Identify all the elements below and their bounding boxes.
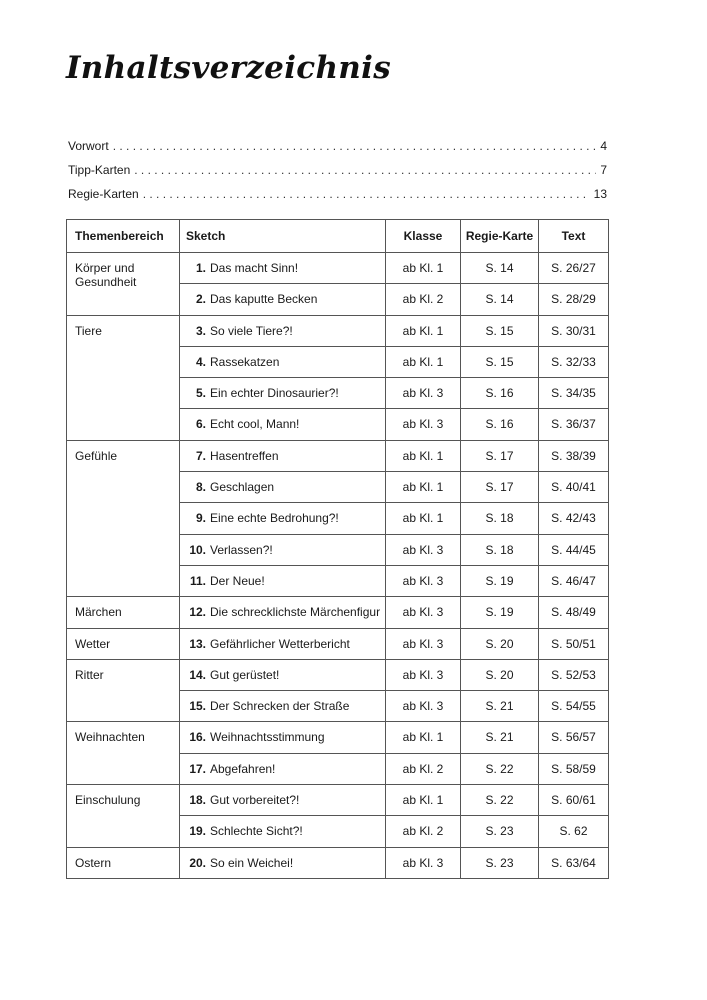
text-page-cell: S. 50/51 (539, 628, 609, 659)
toc-label: Tipp-Karten (68, 163, 131, 177)
klasse-cell: ab Kl. 2 (386, 753, 461, 784)
header-themenbereich: Themenbereich (67, 220, 180, 253)
sketch-number: 17. (189, 761, 206, 776)
table-row (67, 722, 609, 753)
sketch-title: So viele Tiere?! (210, 323, 293, 338)
sketch-number: 14. (189, 667, 206, 682)
sketch-number: 6. (195, 417, 206, 432)
sketch-number: 1. (195, 261, 206, 275)
sketch-title: Der Schrecken der Straße (210, 699, 350, 714)
sketch-title: Die schrecklichste Märchenfigur (210, 605, 381, 620)
sketch-cell[interactable] (180, 597, 386, 628)
regie-karte-cell: S. 15 (461, 315, 539, 346)
sketch-number: 20. (189, 855, 206, 870)
sketch-number: 9. (195, 511, 206, 526)
theme-cell: Körper und Gesundheit (67, 253, 180, 316)
klasse-cell: ab Kl. 2 (386, 816, 461, 847)
sketch-cell[interactable] (180, 503, 386, 534)
text-page-cell: S. 60/61 (539, 785, 609, 816)
theme-cell: Ritter (67, 659, 180, 722)
header-text: Text (539, 220, 609, 253)
klasse-cell: ab Kl. 3 (386, 691, 461, 722)
sketch-cell[interactable] (180, 346, 386, 377)
regie-karte-cell: S. 23 (461, 847, 539, 878)
regie-karte-cell: S. 20 (461, 628, 539, 659)
klasse-cell: ab Kl. 1 (386, 253, 461, 284)
table-row (67, 597, 609, 628)
table-body (67, 253, 609, 879)
text-page-cell: S. 54/55 (539, 691, 609, 722)
klasse-cell: ab Kl. 3 (386, 659, 461, 690)
sketch-cell[interactable] (180, 472, 386, 503)
klasse-cell: ab Kl. 1 (386, 785, 461, 816)
sketch-title: Der Neue! (210, 573, 265, 588)
regie-karte-cell: S. 19 (461, 565, 539, 596)
sketch-cell[interactable] (180, 534, 386, 565)
sketch-number: 3. (195, 323, 206, 338)
regie-karte-cell: S. 16 (461, 409, 539, 440)
header-klasse: Klasse (386, 220, 461, 253)
regie-karte-cell: S. 17 (461, 440, 539, 471)
theme-cell: Ostern (67, 847, 180, 878)
klasse-cell: ab Kl. 3 (386, 534, 461, 565)
toc-page-number: 13 (593, 187, 607, 201)
text-page-cell: S. 34/35 (539, 378, 609, 409)
regie-karte-cell: S. 18 (461, 503, 539, 534)
text-page-cell: S. 32/33 (539, 346, 609, 377)
klasse-cell: ab Kl. 3 (386, 409, 461, 440)
sketch-title: Rassekatzen (210, 354, 280, 369)
sketch-cell[interactable] (180, 315, 386, 346)
sketch-title: Das macht Sinn! (210, 261, 299, 275)
theme-cell: Weihnachten (67, 722, 180, 785)
klasse-cell: ab Kl. 3 (386, 378, 461, 409)
text-page-cell: S. 58/59 (539, 753, 609, 784)
klasse-cell: ab Kl. 1 (386, 503, 461, 534)
sketch-cell[interactable] (180, 722, 386, 753)
sketch-cell[interactable] (180, 785, 386, 816)
sketch-title: Schlechte Sicht?! (210, 824, 303, 839)
table-row (67, 847, 609, 878)
text-page-cell: S. 52/53 (539, 659, 609, 690)
regie-karte-cell: S. 16 (461, 378, 539, 409)
toc-entry-vorwort[interactable] (68, 139, 607, 153)
sketch-cell[interactable] (180, 565, 386, 596)
sketch-title: Echt cool, Mann! (210, 417, 300, 432)
table-header-row (67, 220, 609, 253)
table-row (67, 440, 609, 471)
text-page-cell: S. 26/27 (539, 253, 609, 284)
sketch-title: Gut vorbereitet?! (210, 793, 300, 808)
text-page-cell: S. 40/41 (539, 472, 609, 503)
regie-karte-cell: S. 23 (461, 816, 539, 847)
klasse-cell: ab Kl. 1 (386, 440, 461, 471)
toc-leader-dots (113, 139, 597, 153)
regie-karte-cell: S. 22 (461, 785, 539, 816)
sketch-table (66, 219, 609, 879)
text-page-cell: S. 63/64 (539, 847, 609, 878)
text-page-cell: S. 48/49 (539, 597, 609, 628)
theme-cell: Wetter (67, 628, 180, 659)
regie-karte-cell: S. 17 (461, 472, 539, 503)
toc-page-number: 7 (600, 163, 607, 177)
text-page-cell: S. 38/39 (539, 440, 609, 471)
regie-karte-cell: S. 19 (461, 597, 539, 628)
sketch-number: 7. (195, 448, 206, 463)
text-page-cell: S. 36/37 (539, 409, 609, 440)
klasse-cell: ab Kl. 1 (386, 315, 461, 346)
text-page-cell: S. 56/57 (539, 722, 609, 753)
sketch-title: So ein Weichei! (210, 855, 294, 870)
sketch-title: Abgefahren! (210, 761, 276, 776)
toc-entry-tipp-karten[interactable] (68, 163, 607, 177)
sketch-title: Hasentreffen (210, 448, 279, 463)
sketch-cell[interactable] (180, 440, 386, 471)
table-row (67, 659, 609, 690)
theme-cell: Märchen (67, 597, 180, 628)
text-page-cell: S. 62 (539, 816, 609, 847)
sketch-cell[interactable] (180, 816, 386, 847)
sketch-title: Ein echter Dinosaurier?! (210, 386, 339, 401)
sketch-cell[interactable] (180, 378, 386, 409)
sketch-cell[interactable] (180, 691, 386, 722)
sketch-number: 5. (195, 386, 206, 401)
sketch-number: 4. (195, 354, 206, 369)
regie-karte-cell: S. 21 (461, 691, 539, 722)
toc-label: Vorwort (68, 139, 109, 153)
klasse-cell: ab Kl. 2 (386, 284, 461, 315)
klasse-cell: ab Kl. 1 (386, 346, 461, 377)
header-sketch: Sketch (180, 220, 386, 253)
text-page-cell: S. 30/31 (539, 315, 609, 346)
sketch-cell[interactable] (180, 253, 386, 284)
text-page-cell: S. 44/45 (539, 534, 609, 565)
sketch-number: 12. (189, 605, 206, 620)
sketch-number: 18. (189, 793, 206, 808)
sketch-number: 11. (189, 573, 206, 588)
regie-karte-cell: S. 15 (461, 346, 539, 377)
toc-label: Regie-Karten (68, 187, 139, 201)
toc-entry-regie-karten[interactable] (68, 187, 607, 201)
sketch-title: Eine echte Bedrohung?! (210, 511, 339, 526)
toc-leader-dots (143, 187, 590, 201)
regie-karte-cell: S. 14 (461, 284, 539, 315)
regie-karte-cell: S. 22 (461, 753, 539, 784)
klasse-cell: ab Kl. 1 (386, 472, 461, 503)
table-row (67, 628, 609, 659)
sketch-cell[interactable] (180, 659, 386, 690)
sketch-cell[interactable] (180, 284, 386, 315)
table-row (67, 315, 609, 346)
regie-karte-cell: S. 14 (461, 253, 539, 284)
sketch-title: Gut gerüstet! (210, 667, 280, 682)
text-page-cell: S. 46/47 (539, 565, 609, 596)
sketch-title: Geschlagen (210, 480, 275, 495)
sketch-number: 8. (195, 480, 206, 495)
regie-karte-cell: S. 18 (461, 534, 539, 565)
sketch-number: 10. (189, 542, 206, 557)
sketch-cell[interactable] (180, 847, 386, 878)
sketch-title: Verlassen?! (210, 542, 273, 557)
klasse-cell: ab Kl. 3 (386, 597, 461, 628)
klasse-cell: ab Kl. 1 (386, 722, 461, 753)
regie-karte-cell: S. 20 (461, 659, 539, 690)
sketch-title: Weihnachtsstimmung (210, 730, 325, 745)
regie-karte-cell: S. 21 (461, 722, 539, 753)
sketch-number: 13. (189, 636, 206, 651)
sketch-number: 16. (189, 730, 206, 745)
sketch-number: 19. (189, 824, 206, 839)
table-row (67, 785, 609, 816)
sketch-cell[interactable] (180, 628, 386, 659)
klasse-cell: ab Kl. 3 (386, 565, 461, 596)
toc-page-number: 4 (600, 139, 607, 153)
theme-cell: Gefühle (67, 440, 180, 596)
text-page-cell: S. 42/43 (539, 503, 609, 534)
sketch-title: Das kaputte Becken (210, 292, 318, 307)
page-title: Inhaltsverzeichnis (66, 50, 391, 86)
klasse-cell: ab Kl. 3 (386, 628, 461, 659)
sketch-title: Gefährlicher Wetterbericht (210, 636, 350, 651)
theme-cell: Einschulung (67, 785, 180, 848)
sketch-cell[interactable] (180, 409, 386, 440)
klasse-cell: ab Kl. 3 (386, 847, 461, 878)
sketch-number: 15. (189, 699, 206, 714)
sketch-cell[interactable] (180, 753, 386, 784)
text-page-cell: S. 28/29 (539, 284, 609, 315)
theme-cell: Tiere (67, 315, 180, 440)
toc-leader-dots (134, 163, 596, 177)
sketch-number: 2. (195, 292, 206, 307)
table-row (67, 253, 609, 284)
header-regie-karte: Regie-Karte (461, 220, 539, 253)
